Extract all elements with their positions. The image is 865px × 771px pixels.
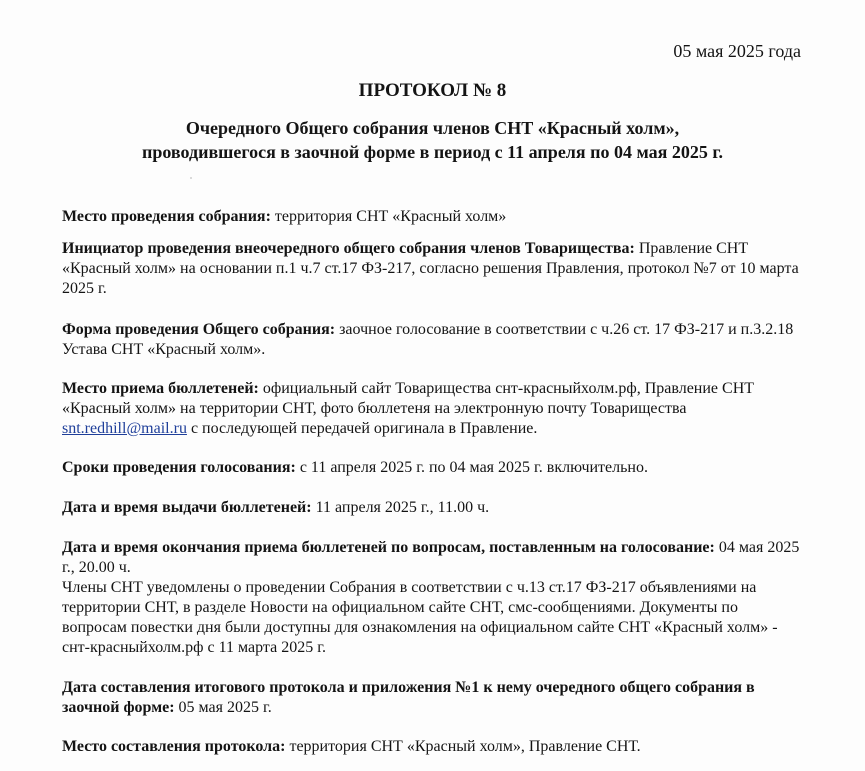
protocol-place-label: Место составления протокола: — [62, 738, 286, 755]
subtitle-line-2: проводившегося в заочной форме в период с 11 апреля по 04 мая 2025 г. — [141, 142, 724, 162]
voting-period-paragraph — [62, 458, 802, 478]
issue-paragraph — [62, 498, 802, 518]
ballots-text-after: с последующей передачей оригинала в Правление. — [186, 420, 538, 437]
scan-speck — [190, 177, 192, 179]
ballots-label: Место приема бюллетеней: — [62, 380, 259, 397]
protocol-title: ПРОТОКОЛ № 8 — [358, 80, 507, 101]
document-date: 05 мая 2025 года — [673, 41, 801, 61]
final-protocol-paragraph — [62, 678, 802, 718]
protocol-place-text: территория СНТ «Красный холм», Правление СНТ. — [285, 738, 641, 755]
subtitle-line-1: Очередного Общего собрания членов СНТ «Красный холм», — [185, 118, 680, 138]
final-protocol-text: 05 мая 2025 г. — [174, 699, 272, 716]
notice-text: Члены СНТ уведомлены о проведении Собрания в соответствии с ч.13 ст.17 ФЗ-217 объявлениями на территории СНТ, в разделе Новости на официальном сайте СНТ, смс-сообщениями. Документы по вопросам повестки дня были доступны для ознакомления на официальном сайте СНТ «Красный холм» - снт-красныйхолм.рф с 11 марта 2025 г. — [62, 579, 778, 656]
final-protocol-label: Дата составления итогового протокола и приложения №1 к нему очередного общего собрания в заочной форме: — [62, 679, 755, 716]
voting-period-text: с 11 апреля 2025 г. по 04 мая 2025 г. включительно. — [295, 459, 648, 476]
issue-label: Дата и время выдачи бюллетеней: — [62, 499, 312, 516]
voting-period-label: Сроки проведения голосования: — [62, 459, 296, 476]
deadline-label: Дата и время окончания приема бюллетеней по вопросам, поставленным на голосование: — [62, 539, 715, 556]
ballots-paragraph — [62, 379, 802, 439]
initiator-label: Инициатор проведения внеочередного общего собрания членов Товарищества: — [62, 240, 635, 257]
form-label: Форма проведения Общего собрания: — [62, 321, 336, 338]
protocol-subtitle — [0, 116, 865, 164]
ballots-text: официальный сайт Товарищества снт-красныйхолм.рф, Правление СНТ «Красный холм» на территории СНТ, фото бюллетеня на электронную почту Товарищества — [62, 380, 755, 417]
form-text: заочное голосование в соответствии с ч.26 ст. 17 ФЗ-217 и п.3.2.18 Устава СНТ «Красный холм». — [62, 321, 794, 358]
venue-text: территория СНТ «Красный холм» — [270, 208, 507, 225]
form-paragraph — [62, 320, 802, 360]
venue-paragraph — [62, 207, 802, 227]
initiator-paragraph — [62, 239, 802, 299]
issue-text: 11 апреля 2025 г., 11.00 ч. — [311, 499, 490, 516]
email-link[interactable]: snt.redhill@mail.ru — [62, 420, 187, 437]
protocol-place-paragraph — [62, 737, 802, 757]
venue-label: Место проведения собрания: — [62, 208, 271, 225]
deadline-text: 04 мая 2025 г., 20.00 ч. — [62, 539, 800, 576]
initiator-text: Правление СНТ «Красный холм» на основании п.1 ч.7 ст.17 ФЗ-217, согласно решения Правления, протокол №7 от 10 марта 2025 г. — [62, 240, 799, 297]
deadline-paragraph — [62, 538, 802, 658]
